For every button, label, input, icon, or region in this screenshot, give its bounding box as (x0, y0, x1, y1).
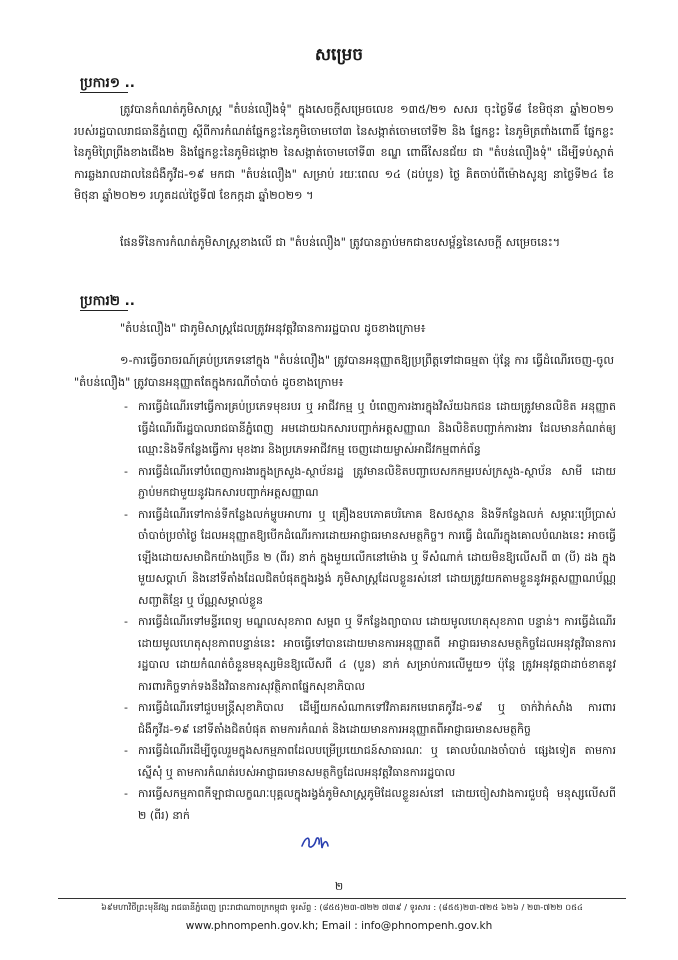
footer-divider (58, 898, 626, 899)
article-1-underline (80, 92, 128, 93)
list-item: - ការធ្វើដំណើរទៅកាន់ទីកន្លែងលក់ម្ហូបអាហារ ឬ គ្រឿងឧបភោគបរិភោគ ឱសថស្ថាន និងទីកន្លែងលក់ សម្ភារៈប្រើប្រាស់ចាំបាច់ប្រចាំថ្ងៃ ដែលអនុញ្ញាតឱ្យបើកដំណើរការដោយអាជ្ញាធរមានសមត្ថកិច្ច។ ការធ្វើ ដំណើរក្នុងគោលបំណងនេះ អាចធ្វើឡើងដោយសមាជិកយ៉ាងច្រើន ២ (ពីរ) នាក់ ក្នុងមួយលើកនៅម៉ោង ឬ ទីសំណាក់ ដោយមិនឱ្យលើសពី ៣ (បី) ដង ក្នុងមួយសប្តាហ៍ និងនៅទីតាំងដែលជិតបំផុតក្នុងរង្វង់ ភូមិសាស្ត្រដែលខ្លួនរស់នៅ ដោយត្រូវយកតាមខ្លួននូវអត្តសញ្ញាណប័ណ្ណសញ្ជាតិខ្មែរ ឬ ប័ណ្ណសម្គាល់ខ្លួន (124, 507, 616, 607)
list-item: - ការធ្វើដំណើរទៅធ្វើការគ្រប់ប្រភេទមុខរបរ ឬ អាជីវកម្ម ឬ បំពេញការងារក្នុងវិស័យឯកជន ដោយត្រូវមានលិខិត អនុញ្ញាតធ្វើដំណើរពីរដ្ឋបាលរាជធានីភ្នំពេញ អមដោយឯកសារបញ្ជាក់អត្តសញ្ញាណ និងលិខិតបញ្ជាក់ការងារ ដែលមានកំណត់ឲ្យឈ្មោះនិងទីកន្លែងធ្វើការ មុខងារ និងប្រភេទអាជីវកម្ម ចេញដោយម្ចាស់អាជីវកម្មពាក់ព័ន្ធ (124, 400, 616, 456)
document-title: សម្រេច (314, 45, 364, 65)
list-item: - ការធ្វើដំណើរដើម្បីចូលរួមក្នុងសកម្មភាពដែលបម្រើប្រយោជន៍សាធារណៈ ឬ គោលបំណងចាំបាច់ ផ្សេងទៀត តាមការស្នើសុំ ឬ តាមការកំណត់របស់អាជ្ញាធរមានសមត្ថកិច្ចដែលអនុវត្តវិធានការរដ្ឋបាល (124, 744, 616, 779)
article-1-paragraph-2: ផែនទីនៃការកំណត់ភូមិសាស្ត្រខាងលើ ជា "តំបន់លឿង" ត្រូវបានភ្ជាប់មកជាឧបសម្ព័ន្ធនៃសេចក្តី សម្រេចនេះ។ (120, 236, 561, 249)
page-number: ២ (334, 880, 344, 893)
footer-website: www.phnompenh.gov.kh; Email : info@phnompenh.gov.kh (185, 920, 493, 932)
list-item: - ការធ្វើដំណើរទៅបំពេញការងារក្នុងក្រសួង-ស្ថាប័នរដ្ឋ ត្រូវមានលិខិតបញ្ជាបេសកកម្មរបស់ក្រសួង-ស្ថាប័ន សាមី ដោយភ្ជាប់មកជាមួយនូវឯកសារបញ្ជាក់អត្តសញ្ញាណ (124, 464, 616, 499)
list-item: - ការធ្វើសកម្មភាពកីឡាជាលក្ខណៈបុគ្គលក្នុងរង្វង់ភូមិសាស្ត្រភូមិដែលខ្លួនរស់នៅ ដោយចៀសវាងការជួបជុំ មនុស្សលើសពី ២ (ពីរ) នាក់ (124, 787, 616, 822)
article-1-heading: ប្រការ១ .. (80, 75, 135, 91)
article-1-paragraph-1: ត្រូវបានកំណត់ភូមិសាស្ត្រ "តំបន់លឿងទុំ" ក្នុងសេចក្តីសម្រេចលេខ ១៣៥/២១ សសរ ចុះថ្ងៃទី៨ ខែមិថុនា ឆ្នាំ២០២១ របស់រដ្ឋបាលរាជធានីភ្នំពេញ ស្តីពីការកំណត់ផ្នែកខ្លះនៃភូមិចោមចៅ៣ នៃសង្កាត់ចោមចៅទី២ និង ផ្នែកខ្លះ នៃភូមិត្រពាំងពោធិ៍ ផ្នែកខ្លះនៃភូមិព្រៃព្រីងខាងជើង២ និងផ្នែកខ្លះនៃភូមិដង្កោ២ នៃសង្កាត់ចោមចៅទី៣ ខណ្ឌ ពោធិ៍សែនជ័យ ជា "តំបន់លឿងទុំ" ដើម្បីទប់ស្កាត់ការឆ្លងរាលដាលនៃជំងឺកូវីដ-១៩ មកជា "តំបន់លឿង" សម្រាប់ រយៈពេល ១៤ (ដប់បួន) ថ្ងៃ គិតចាប់ពីម៉ោងសូន្យ នាថ្ងៃទី២៤ ខែមិថុនា ឆ្នាំ២០២១ រហូតដល់ថ្ងៃទី៧ ខែកក្កដា ឆ្នាំ២០២១ ។ (74, 103, 614, 202)
initials-signature (300, 832, 330, 852)
article-2-paragraph-2: ១-ការធ្វើចរាចរណ៍គ្រប់ប្រភេទនៅក្នុង "តំបន់លឿង" ត្រូវបានអនុញ្ញាតឱ្យប្រព្រឹត្តទៅជាធម្មតា ប៉ុន្តែ ការ ធ្វើដំណើរចេញ-ចូល "តំបន់លឿង" ត្រូវបានអនុញ្ញាតតែក្នុងករណីចាំបាច់ ដូចខាងក្រោម៖ (74, 354, 614, 389)
article-2-paragraph-1: "តំបន់លឿង" ជាភូមិសាស្ត្រដែលត្រូវអនុវត្តវិធានការរដ្ឋបាល ដូចខាងក្រោម៖ (120, 322, 426, 335)
travel-exceptions-list (124, 396, 616, 826)
article-2-underline (80, 310, 128, 311)
list-item: - ការធ្វើដំណើរទៅមន្ទីរពេទ្យ មណ្ឌលសុខភាព សម្ពព ឬ ទីកន្លែងព្យាបាល ដោយមូលហេតុសុខភាព បន្ទាន់។ ការធ្វើដំណើរដោយមូលហេតុសុខភាពបន្ទាន់នេះ អាចធ្វើទៅបានដោយមានការអនុញ្ញាតពី អាជ្ញាធរមានសមត្ថកិច្ចដែលអនុវត្តវិធានការរដ្ឋបាល ដោយកំណត់ចំនួនមនុស្សមិនឱ្យលើសពី ៤ (បួន) នាក់ សម្រាប់ការលើមួយ១ ប៉ុន្តែ ត្រូវអនុវត្តជាដាច់ខាតនូវការពារកិច្ចទាក់ទងនឹងវិធានការសុវត្ថិភាពផ្នែកសុខាភិបាល (124, 615, 616, 693)
article-2-heading: ប្រការ២ .. (80, 293, 135, 309)
footer-address: ៦៩មហាវិថីព្រះមុនីវង្ស រាជធានីភ្នំពេញ ព្រះរាជាណាចក្រកម្ពុជា ទូរស័ព្ទ : (៨៥៥)២៣-៧២២ ៧៣៩ / ទូរសារ : (៨៥៥)២៣-៧២៥ ៦២៦ / ២៣-៧២២ ០៥៤ (101, 902, 583, 912)
list-item: - ការធ្វើដំណើរទៅជួបមន្ត្រីសុខាភិបាល ដើម្បីយកសំណាកទៅវិភាគរកមេរោគកូវីដ-១៩ ឬ ចាក់វ៉ាក់សាំង ការពារជំងឺកូវីដ-១៩ នៅទីតាំងជិតបំផុត តាមការកំណត់ និងដោយមានការអនុញ្ញាតពីអាជ្ញាធរមានសមត្ថកិច្ច (124, 701, 616, 736)
